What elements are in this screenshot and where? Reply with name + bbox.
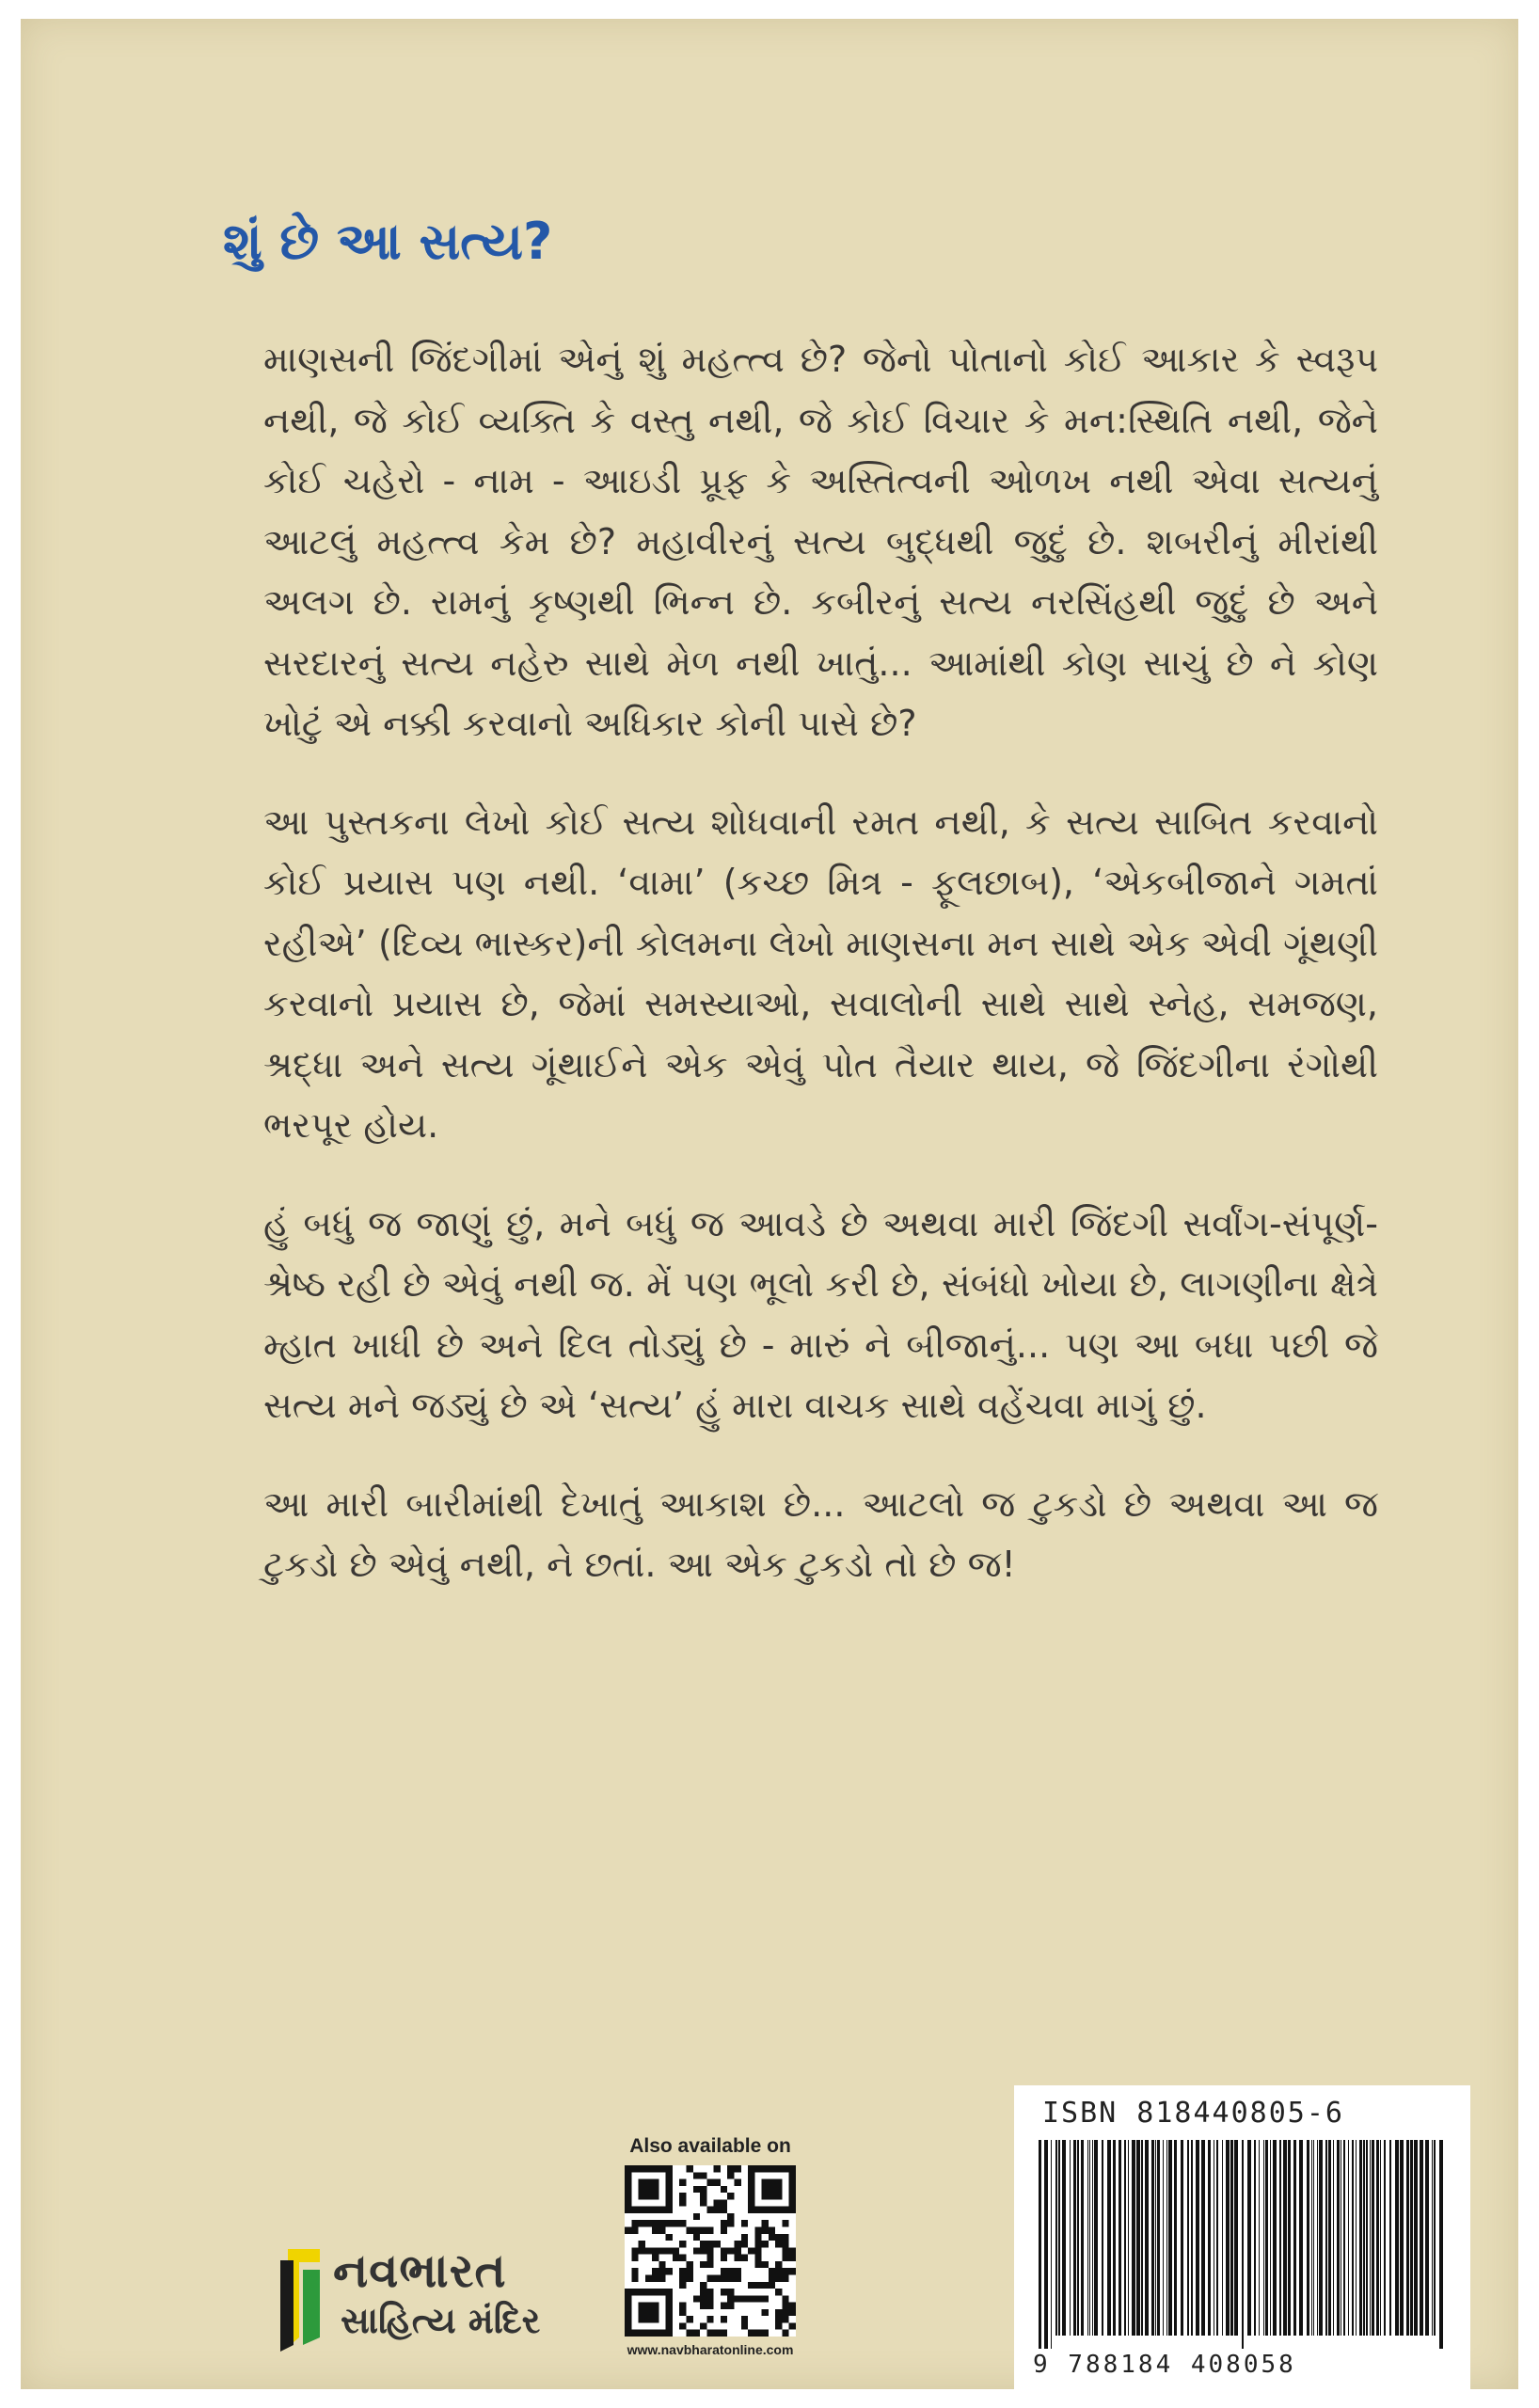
qr-code-icon[interactable] <box>625 2165 796 2337</box>
qr-label: Also available on <box>629 2135 791 2157</box>
qr-block <box>611 2135 809 2380</box>
publisher-mark-icon <box>271 2243 329 2352</box>
publisher-name: નવભારત <box>333 2243 507 2298</box>
publisher-subtitle: સાહિત્ય મંદિર <box>341 2300 541 2341</box>
cover-heading: શું છે આ સત્ય? <box>223 212 553 271</box>
isbn-label: ISBN 818440805-6 <box>1042 2097 1344 2130</box>
book-back-cover <box>21 19 1518 2389</box>
isbn-barcode-box <box>1014 2085 1470 2399</box>
paragraph-1: માણસની જિંદગીમાં એનું શું મહત્ત્વ છે? જેનો પોતાનો કોઈ આકાર કે સ્વરૂપ નથી, જે કોઈ વ્યક્તિ કે વસ્તુ નથી, જે કોઈ વિચાર કે મન:સ્થિતિ નથી, જેને કોઈ ચહેરો - નામ - આઇડી પ્રૂફ કે અસ્તિત્વની ઓળખ નથી એવા સત્યનું આટલું મહત્ત્વ કેમ છે? મહાવીરનું સત્ય બુદ્ધથી જુદું છે. શબરીનું મીરાંથી અલગ છે. રામનું કૃષ્ણથી ભિન્ન છે. કબીરનું સત્ય નરસિંહથી જુદું છે અને સરદારનું સત્ય નહેરુ સાથે મેળ નથી ખાતું... આમાંથી કોણ સાચું છે ને કોણ ખોટું એ નક્કી કરવાનો અધિકાર કોની પાસે છે? <box>263 339 1378 744</box>
isbn-digits: 9 788184 408058 <box>1033 2351 1296 2379</box>
barcode-icon <box>1035 2140 1449 2349</box>
paragraph-2: આ પુસ્તકના લેખો કોઈ સત્ય શોધવાની રમત નથી, કે સત્ય સાબિત કરવાનો કોઈ પ્રયાસ પણ નથી. ‘વામા’ (કચ્છ મિત્ર - ફૂલછાબ), ‘એકબીજાને ગમતાં રહીએ’ (દિવ્ય ભાસ્કર)ની કોલમના લેખો માણસના મન સાથે એક એવી ગૂંથણી કરવાનો પ્રયાસ છે, જેમાં સમસ્યાઓ, સવાલોની સાથે સાથે સ્નેહ, સમજણ, શ્રદ્ધા અને સત્ય ગૂંથાઈને એક એવું પોત તૈયાર થાય, જે જિંદગીના રંગોથી ભરપૂર હોય. <box>263 800 1378 1146</box>
qr-url[interactable]: www.navbharatonline.com <box>627 2342 794 2357</box>
paragraph-3: હું બધું જ જાણું છું, મને બધું જ આવડે છે અથવા મારી જિંદગી સર્વાંગ-સંપૂર્ણ-શ્રેષ્ઠ રહી છે એવું નથી જ. મેં પણ ભૂલો કરી છે, સંબંધો ખોયા છે, લાગણીના ક્ષેત્રે મ્હાત ખાધી છે અને દિલ તોડ્યું છે - મારું ને બીજાનું... પણ આ બધા પછી જે સત્ય મને જડ્યું છે એ ‘સત્ય’ હું મારા વાચક સાથે વહેંચવા માગું છું. <box>263 1202 1378 1426</box>
paragraph-4: આ મારી બારીમાંથી દેખાતું આકાશ છે... આટલો જ ટુકડો છે અથવા આ જ ટુકડો છે એવું નથી, ને છતાં. આ એક ટુકડો તો છે જ! <box>263 1482 1378 1585</box>
publisher-logo <box>271 2243 591 2356</box>
blurb-text <box>263 329 1378 1633</box>
